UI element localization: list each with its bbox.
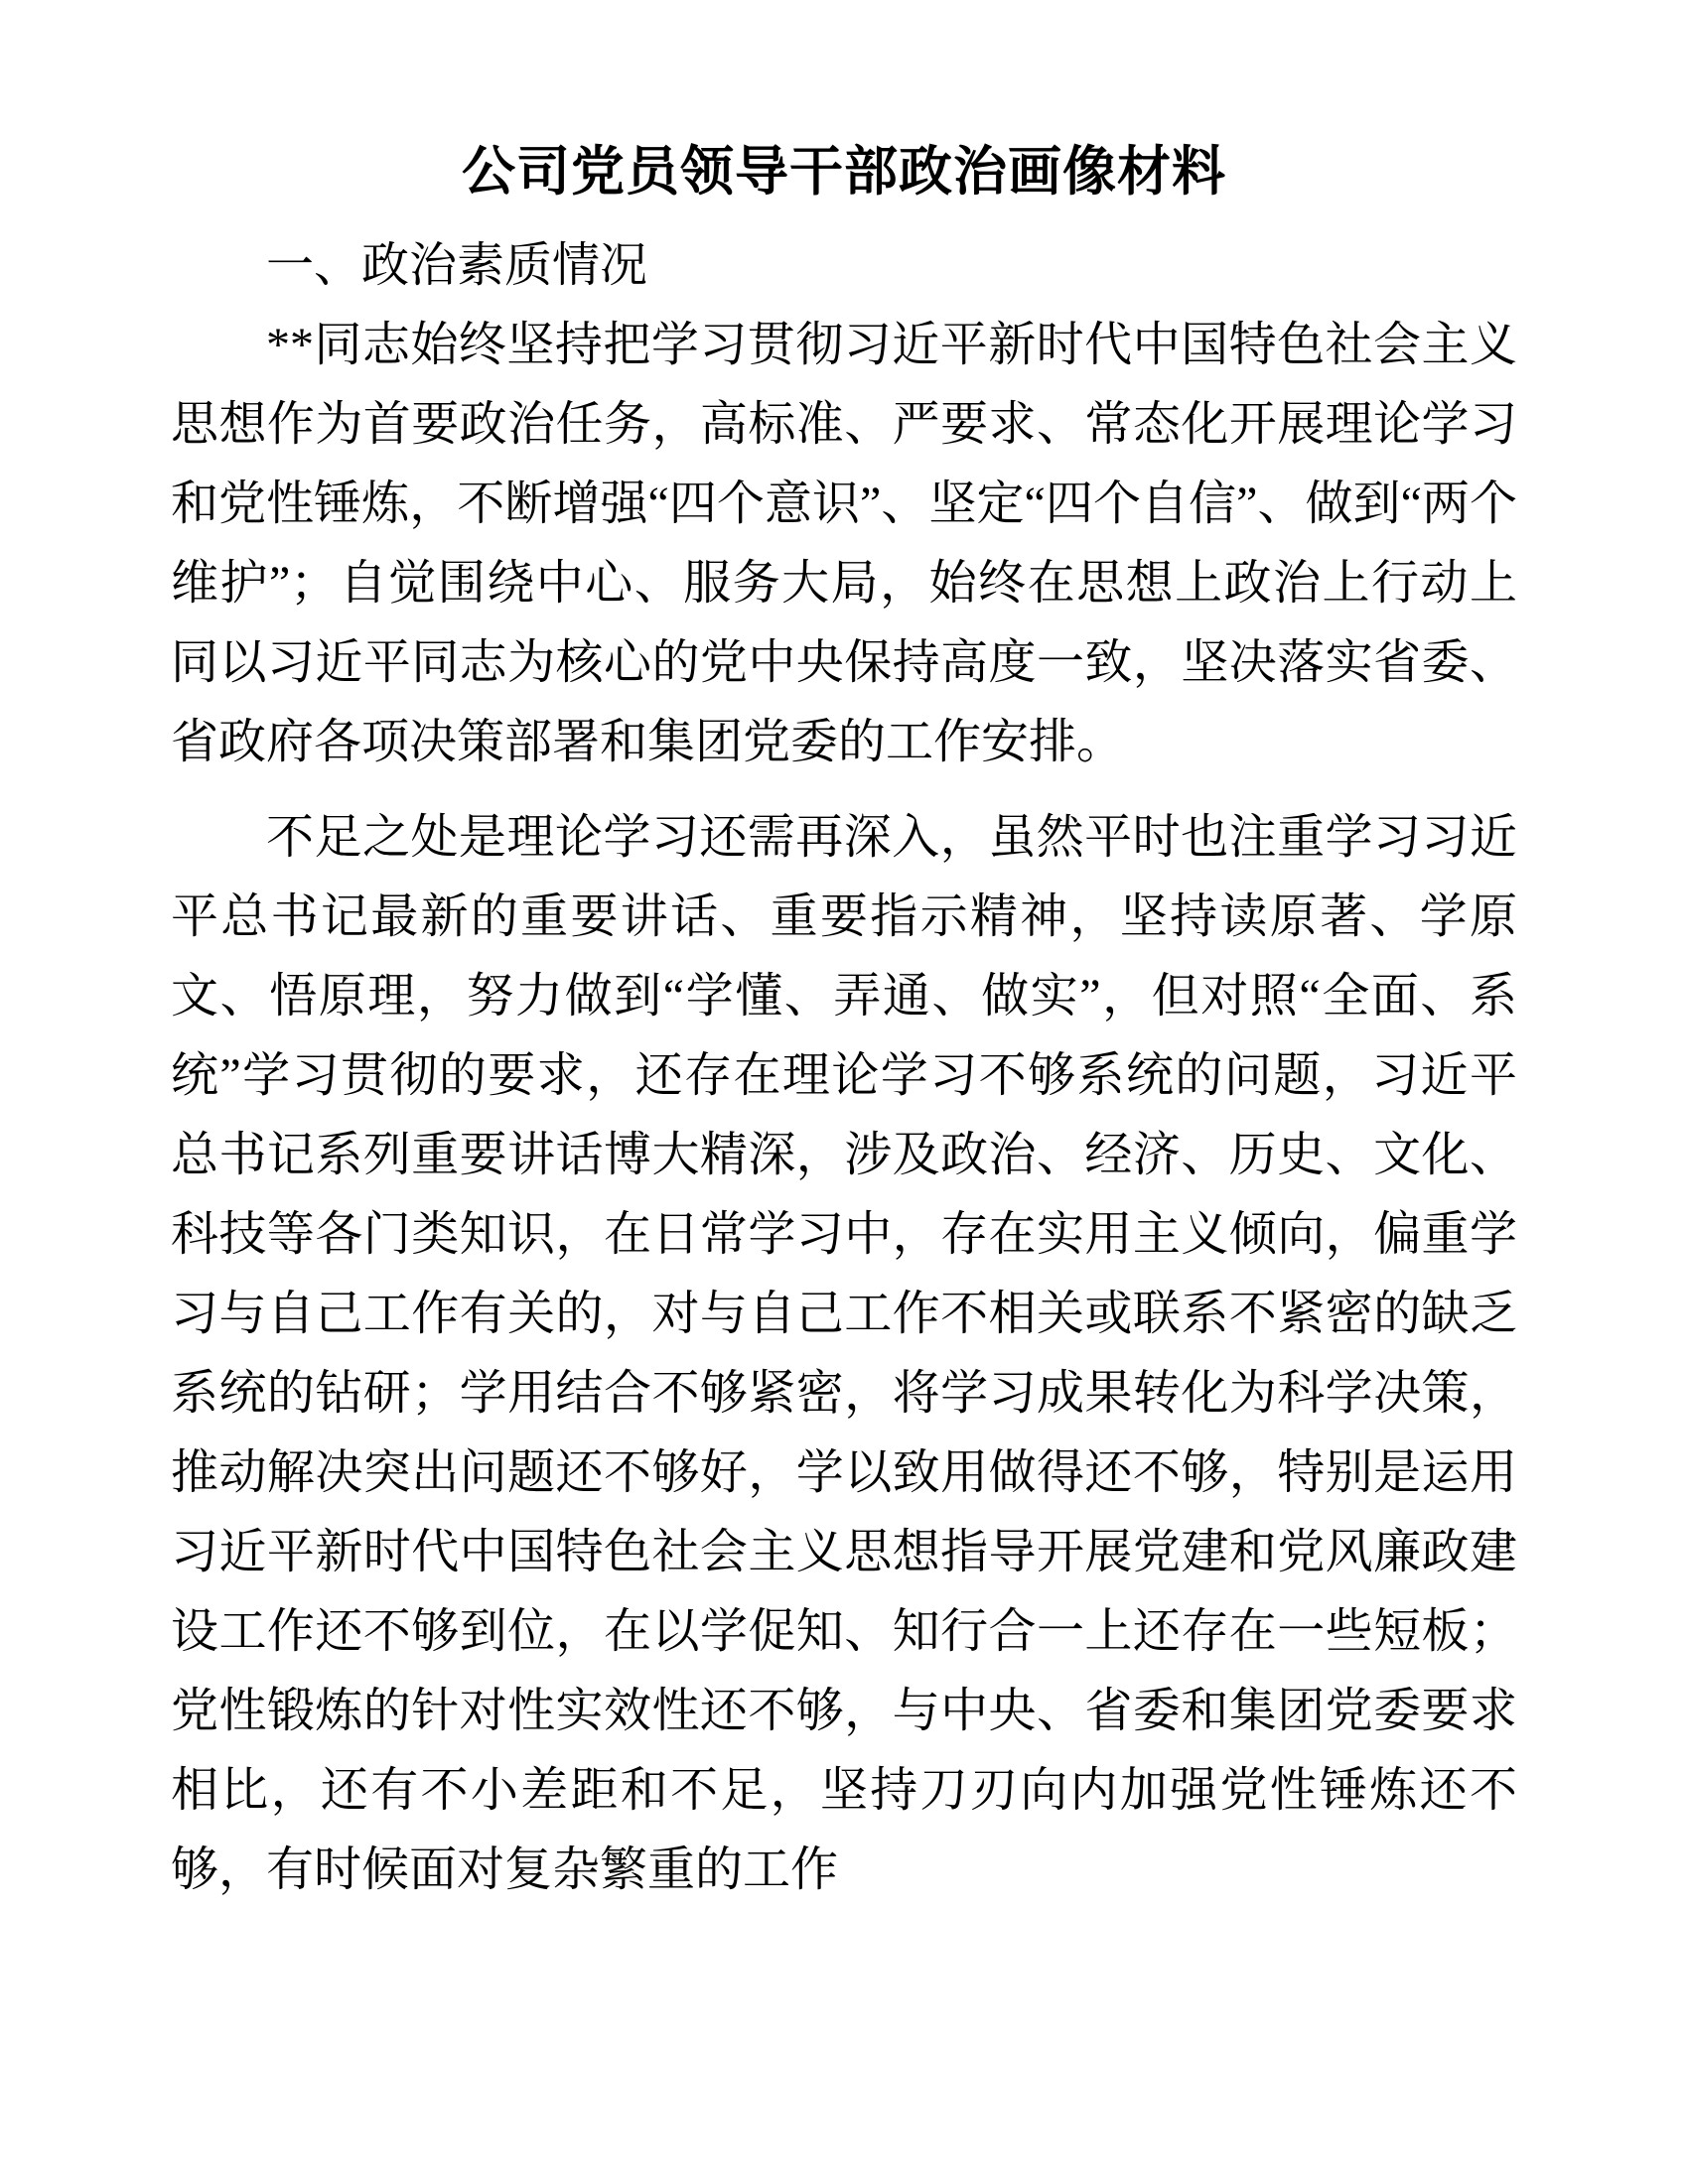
document-title: 公司党员领导干部政治画像材料 (462, 142, 1226, 202)
paragraph-political-quality: **同志始终坚持把学习贯彻习近平新时代中国特色社会主义思想作为首要政治任务，高标准、严要求、常态化开展理论学习和党性锤炼，不断增强“四个意识”、坚定“四个自信”、做到“两个维护”；自觉围绕中心、服务大局，始终在思想上政治上行动上同以习近平同志为核心的党中央保持高度一致，坚决落实省委、省政府各项决策部署和集团党委的工作安排。 (171, 319, 1517, 768)
paragraph-shortcomings: 不足之处是理论学习还需再深入，虽然平时也注重学习习近平总书记最新的重要讲话、重要指示精神，坚持读原著、学原文、悟原理，努力做到“学懂、弄通、做实”，但对照“全面、系统”学习贯彻的要求，还存在理论学习不够系统的问题，习近平总书记系列重要讲话博大精深，涉及政治、经济、历史、文化、科技等各门类知识，在日常学习中，存在实用主义倾向，偏重学习与自己工作有关的，对与自己工作不相关或联系不紧密的缺乏系统的钻研；学用结合不够紧密，将学习成果转化为科学决策，推动解决突出问题还不够好，学以致用做得还不够，特别是运用习近平新时代中国特色社会主义思想指导开展党建和党风廉政建设工作还不够到位，在以学促知、知行合一上还存在一些短板；党性锻炼的针对性实效性还不够，与中央、省委和集团党委要求相比，还有不小差距和不足，坚持刀刃向内加强党性锤炼还不够，有时候面对复杂繁重的工作 (171, 811, 1517, 1896)
section-heading: 一、政治素质情况 (266, 239, 648, 292)
